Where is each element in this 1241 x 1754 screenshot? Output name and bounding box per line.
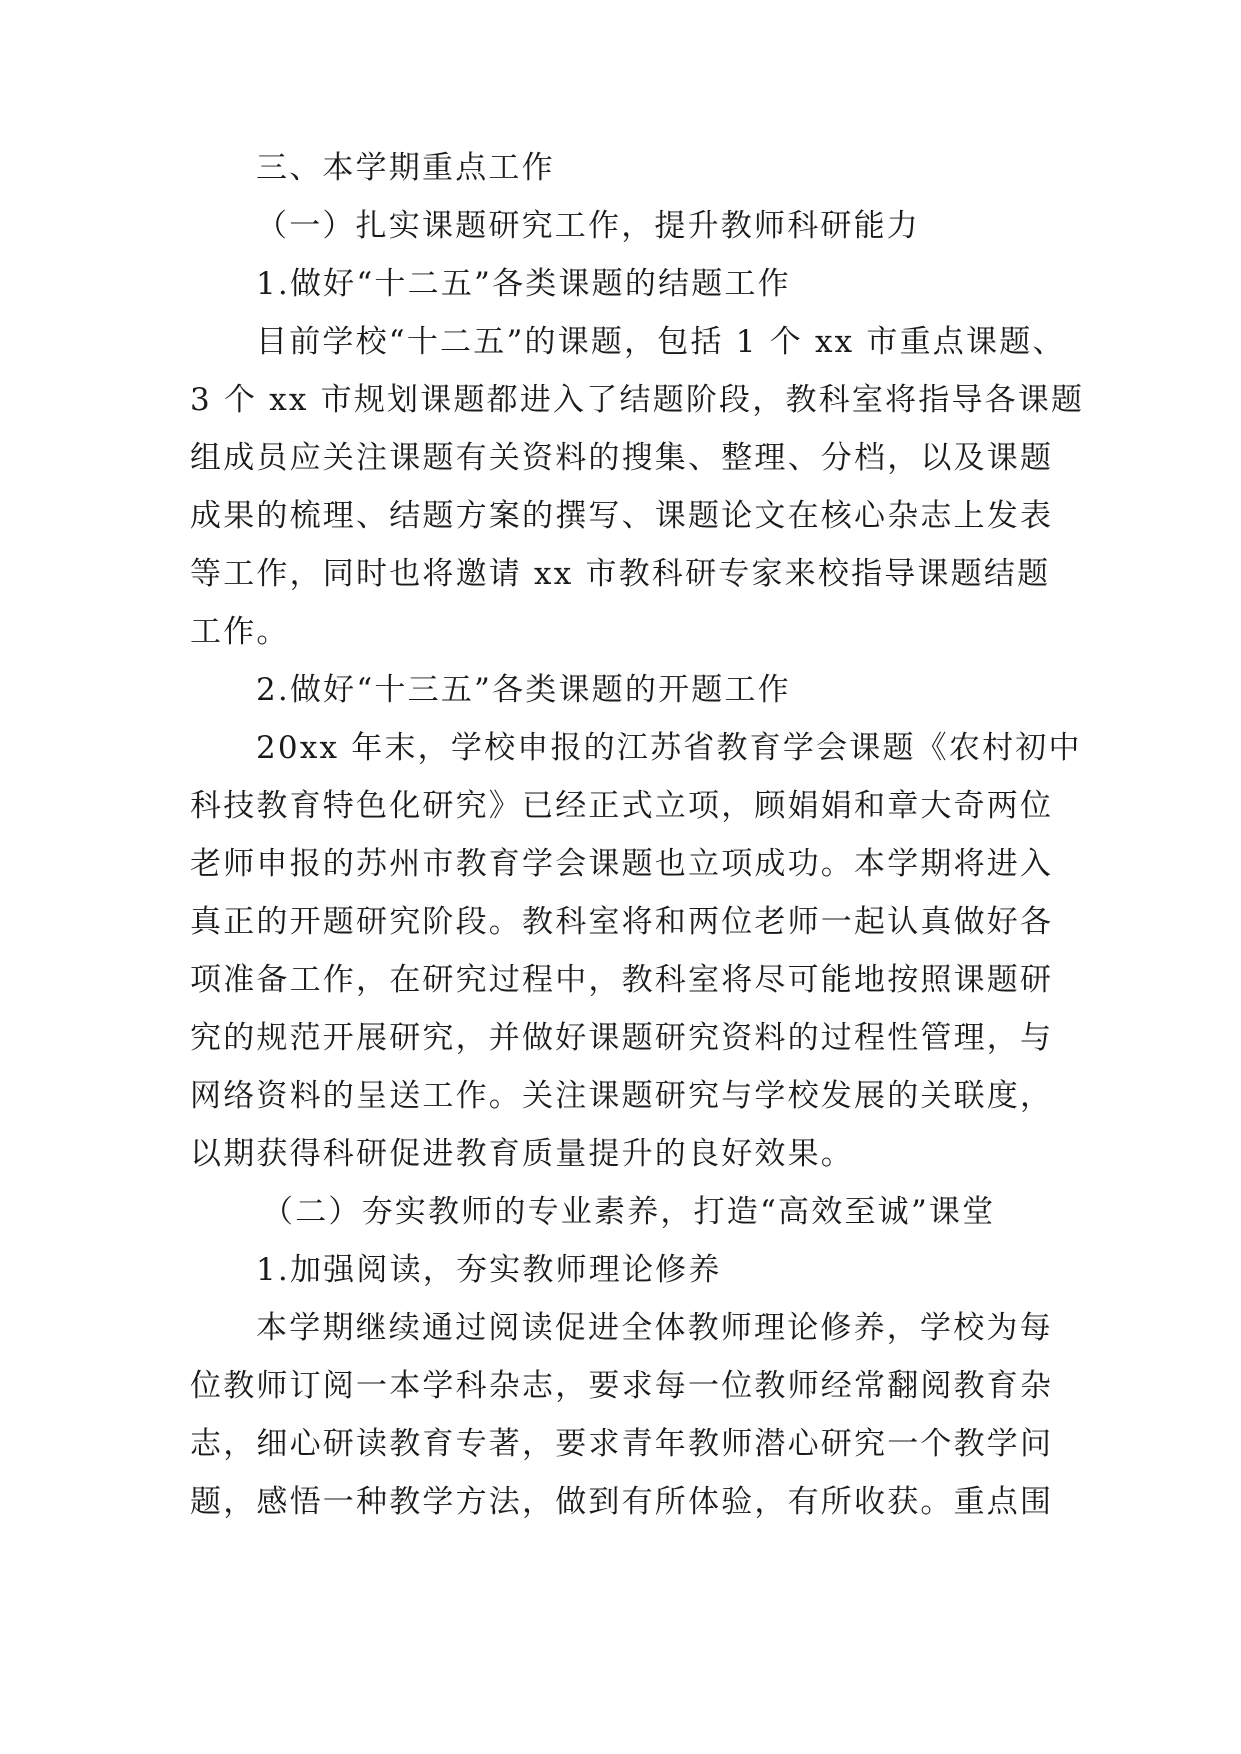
paragraph-line: 本学期继续通过阅读促进全体教师理论修养，学校为每 <box>256 1310 1053 1346</box>
section-heading: 三、本学期重点工作 <box>256 150 555 186</box>
paragraph-line: 志，细心研读教育专著，要求青年教师潜心研究一个教学问 <box>190 1426 1054 1462</box>
paragraph-line: 20xx 年末，学校申报的江苏省教育学会课题《农村初中 <box>256 730 1082 766</box>
paragraph-line: 工作。 <box>190 614 290 650</box>
paragraph-line: 等工作，同时也将邀请 xx 市教科研专家来校指导课题结题 <box>190 556 1051 592</box>
paragraph-line: 以期获得科研促进教育质量提升的良好效果。 <box>190 1136 854 1172</box>
paragraph-line: 网络资料的呈送工作。关注课题研究与学校发展的关联度， <box>190 1078 1054 1114</box>
subsection-heading: （二）夯实教师的专业素养，打造“高效至诚”课堂 <box>262 1194 996 1230</box>
item-heading: 1.加强阅读，夯实教师理论修养 <box>256 1252 722 1288</box>
item-heading: 1.做好“十二五”各类课题的结题工作 <box>256 266 791 302</box>
paragraph-line: 老师申报的苏州市教育学会课题也立项成功。本学期将进入 <box>190 846 1054 882</box>
paragraph-line: 真正的开题研究阶段。教科室将和两位老师一起认真做好各 <box>190 904 1054 940</box>
paragraph-line: 科技教育特色化研究》已经正式立项，顾娟娟和章大奇两位 <box>190 788 1054 824</box>
paragraph-line: 目前学校“十二五”的课题，包括 1 个 xx 市重点课题、 <box>256 324 1066 360</box>
paragraph-line: 位教师订阅一本学科杂志，要求每一位教师经常翻阅教育杂 <box>190 1368 1054 1404</box>
paragraph-line: 项准备工作，在研究过程中，教科室将尽可能地按照课题研 <box>190 962 1054 998</box>
paragraph-line: 组成员应关注课题有关资料的搜集、整理、分档，以及课题 <box>190 440 1054 476</box>
item-heading: 2.做好“十三五”各类课题的开题工作 <box>256 672 791 708</box>
paragraph-line: 3 个 xx 市规划课题都进入了结题阶段，教科室将指导各课题 <box>190 382 1085 418</box>
subsection-heading: （一）扎实课题研究工作，提升教师科研能力 <box>256 208 920 244</box>
paragraph-line: 题，感悟一种教学方法，做到有所体验，有所收获。重点围 <box>190 1484 1054 1520</box>
paragraph-line: 成果的梳理、结题方案的撰写、课题论文在核心杂志上发表 <box>190 498 1054 534</box>
paragraph-line: 究的规范开展研究，并做好课题研究资料的过程性管理，与 <box>190 1020 1054 1056</box>
